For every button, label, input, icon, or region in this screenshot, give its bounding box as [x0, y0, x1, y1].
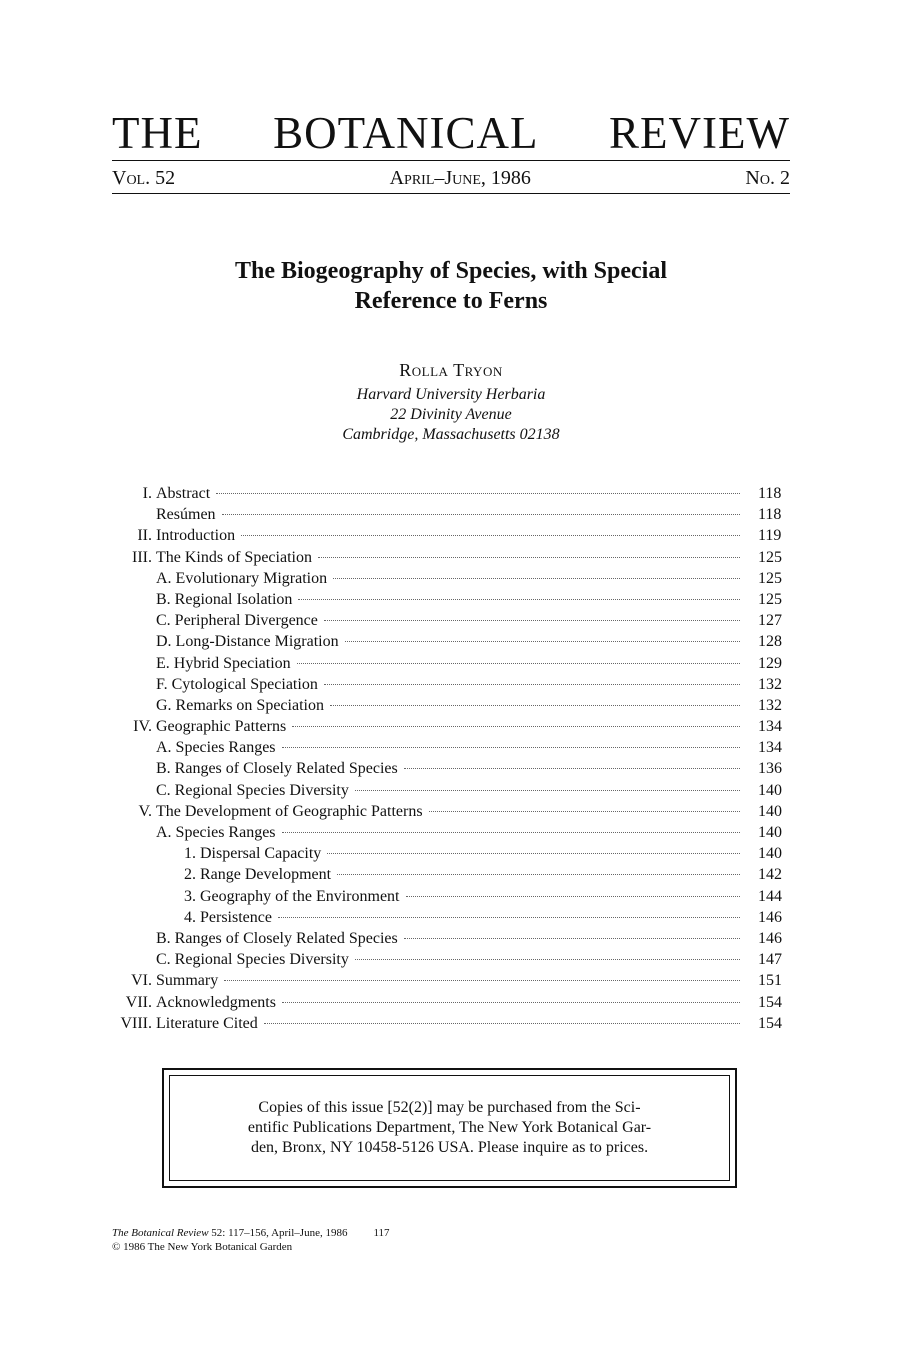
- issue-date: April–June, 1986: [389, 167, 531, 189]
- toc-entry: [112, 547, 790, 568]
- toc-leader-dots: [355, 790, 740, 791]
- toc-leader-dots: [345, 641, 740, 642]
- toc-leader-dots: [404, 938, 740, 939]
- toc-entry: [112, 525, 790, 546]
- purchase-notice-text: [210, 1098, 690, 1158]
- toc-entry: [112, 737, 790, 758]
- toc-leader-dots: [264, 1023, 740, 1024]
- toc-section-title: D. Long-Distance Migration: [156, 633, 339, 651]
- toc-entry: [112, 907, 790, 928]
- notice-line: den, Bronx, NY 10458-5126 USA. Please inquire as to prices.: [250, 1139, 649, 1156]
- toc-section-number: V.: [138, 802, 152, 820]
- toc-leader-dots: [324, 620, 740, 621]
- toc-page-number: 118: [758, 506, 782, 524]
- toc-leader-dots: [216, 493, 740, 494]
- author-affiliation: [112, 385, 790, 445]
- toc-leader-dots: [327, 853, 740, 854]
- toc-entry: [112, 610, 790, 631]
- toc-entry: [112, 864, 790, 885]
- toc-leader-dots: [330, 705, 740, 706]
- toc-leader-dots: [404, 768, 740, 769]
- toc-entry: [112, 928, 790, 949]
- toc-leader-dots: [292, 726, 740, 727]
- toc-entry: [112, 695, 790, 716]
- journal-title: [112, 108, 790, 158]
- toc-page-number: 140: [758, 802, 782, 820]
- journal-title-word: REVIEW: [609, 108, 790, 158]
- toc-page-number: 136: [758, 760, 782, 778]
- article-title: [112, 256, 790, 316]
- toc-entry: [112, 886, 790, 907]
- notice-line: entific Publications Department, The New York Botanical Gar-: [247, 1119, 652, 1136]
- toc-section-title: Summary: [156, 972, 219, 990]
- toc-section-number: II.: [137, 527, 152, 545]
- toc-section-title: 4. Persistence: [184, 908, 272, 926]
- toc-leader-dots: [222, 514, 740, 515]
- toc-section-title: Resúmen: [156, 506, 216, 524]
- toc-entry: [112, 568, 790, 589]
- toc-page-number: 129: [758, 654, 782, 672]
- toc-section-title: C. Regional Species Diversity: [156, 951, 349, 969]
- toc-section-title: A. Evolutionary Migration: [156, 569, 328, 587]
- toc-section-title: The Kinds of Speciation: [156, 548, 312, 566]
- toc-leader-dots: [406, 896, 741, 897]
- toc-entry: [112, 483, 790, 504]
- toc-section-title: Acknowledgments: [156, 993, 276, 1011]
- article-title-line: Reference to Ferns: [354, 288, 548, 314]
- toc-section-title: 1. Dispersal Capacity: [184, 845, 322, 863]
- affiliation-line: Cambridge, Massachusetts 02138: [342, 426, 560, 443]
- toc-section-title: Introduction: [156, 527, 236, 545]
- purchase-notice-box: [162, 1068, 737, 1188]
- toc-leader-dots: [282, 747, 740, 748]
- toc-section-title: Abstract: [156, 485, 211, 502]
- toc-section-number: VI.: [131, 972, 152, 990]
- footer-journal-name: The Botanical Review: [112, 1227, 209, 1239]
- toc-leader-dots: [429, 811, 740, 812]
- toc-page-number: 146: [758, 929, 782, 947]
- toc-entry: [112, 1013, 790, 1034]
- toc-entry: [112, 716, 790, 737]
- toc-section-title: E. Hybrid Speciation: [156, 654, 291, 672]
- toc-leader-dots: [298, 599, 740, 600]
- toc-section-title: B. Ranges of Closely Related Species: [156, 929, 398, 947]
- toc-entry: [112, 992, 790, 1013]
- toc-leader-dots: [282, 832, 740, 833]
- toc-section-title: The Development of Geographic Patterns: [156, 802, 423, 820]
- toc-entry: [112, 589, 790, 610]
- toc-page-number: 146: [758, 908, 782, 926]
- toc-entry: [112, 758, 790, 779]
- toc-page-number: 128: [758, 633, 782, 651]
- toc-page-number: 132: [758, 696, 782, 714]
- toc-page-number: 134: [758, 718, 782, 736]
- toc-page-number: 125: [758, 590, 782, 608]
- affiliation-line: 22 Divinity Avenue: [390, 406, 512, 423]
- toc-page-number: 127: [758, 612, 782, 630]
- toc-section-title: C. Peripheral Divergence: [156, 612, 318, 630]
- toc-page-number: 154: [758, 1014, 782, 1032]
- toc-entry: [112, 504, 790, 525]
- journal-title-word: THE: [112, 108, 203, 158]
- page-number: 117: [373, 1227, 390, 1239]
- toc-page-number: 125: [758, 569, 782, 587]
- toc-page-number: 119: [758, 527, 782, 545]
- toc-section-number: IV.: [133, 718, 152, 736]
- toc-section-title: A. Species Ranges: [156, 824, 276, 841]
- toc-page-number: 118: [758, 485, 782, 502]
- toc-entry: [112, 801, 790, 822]
- volume: Vol. 52: [112, 167, 176, 189]
- toc-entry: [112, 653, 790, 674]
- toc-section-title: Geographic Patterns: [156, 718, 287, 736]
- footer-citation: [112, 1226, 390, 1240]
- toc-entry: [112, 780, 790, 801]
- author-name: Rolla Tryon: [399, 360, 503, 380]
- toc-section-title: B. Ranges of Closely Related Species: [156, 760, 398, 778]
- toc-section-title: C. Regional Species Diversity: [156, 781, 349, 799]
- toc-section-title: G. Remarks on Speciation: [156, 696, 324, 714]
- affiliation-line: Harvard University Herbaria: [356, 386, 546, 403]
- toc-page-number: 134: [758, 739, 782, 757]
- footer-citation-text: 52: 117–156, April–June, 1986: [208, 1227, 348, 1239]
- toc-page-number: 151: [758, 972, 782, 990]
- toc-page-number: 132: [758, 675, 782, 693]
- toc-section-title: 3. Geography of the Environment: [184, 887, 400, 905]
- issue-line: [112, 163, 790, 193]
- toc-leader-dots: [324, 684, 740, 685]
- toc-leader-dots: [278, 917, 740, 918]
- toc-page-number: 125: [758, 548, 782, 566]
- toc-leader-dots: [282, 1002, 740, 1003]
- toc-entry: [112, 822, 790, 843]
- toc-page-number: 142: [758, 866, 782, 884]
- toc-section-title: A. Species Ranges: [156, 739, 276, 757]
- toc-page-number: 140: [758, 781, 782, 799]
- article-title-line: The Biogeography of Species, with Special: [234, 258, 667, 284]
- journal-title-word: BOTANICAL: [273, 108, 539, 158]
- toc-section-title: F. Cytological Speciation: [156, 675, 318, 693]
- toc-leader-dots: [297, 663, 740, 664]
- toc-section-title: 2. Range Development: [184, 866, 332, 884]
- table-of-contents: [112, 483, 790, 1034]
- toc-entry: [112, 970, 790, 991]
- toc-page-number: 144: [758, 887, 782, 905]
- toc-page-number: 140: [758, 824, 782, 841]
- toc-leader-dots: [337, 874, 740, 875]
- toc-section-title: B. Regional Isolation: [156, 590, 293, 608]
- issue-number: No. 2: [745, 167, 790, 189]
- toc-section-number: III.: [132, 548, 152, 566]
- toc-entry: [112, 631, 790, 652]
- toc-section-title: Literature Cited: [156, 1014, 258, 1032]
- toc-entry: [112, 674, 790, 695]
- toc-section-number: VII.: [125, 993, 152, 1011]
- notice-line: Copies of this issue [52(2)] may be purchased from the Sci-: [258, 1099, 641, 1116]
- toc-entry: [112, 949, 790, 970]
- toc-page-number: 147: [758, 951, 782, 969]
- toc-page-number: 140: [758, 845, 782, 863]
- header-rule-bottom: [112, 193, 790, 194]
- toc-entry: [112, 843, 790, 864]
- footer-copyright: © 1986 The New York Botanical Garden: [112, 1241, 293, 1253]
- toc-leader-dots: [241, 535, 740, 536]
- header-rule-top: [112, 160, 790, 161]
- toc-leader-dots: [318, 557, 740, 558]
- toc-section-number: I.: [142, 485, 152, 502]
- page-footer: [112, 1226, 390, 1254]
- toc-page-number: 154: [758, 993, 782, 1011]
- toc-leader-dots: [333, 578, 740, 579]
- toc-leader-dots: [224, 980, 740, 981]
- toc-leader-dots: [355, 959, 740, 960]
- toc-section-number: VIII.: [120, 1014, 152, 1032]
